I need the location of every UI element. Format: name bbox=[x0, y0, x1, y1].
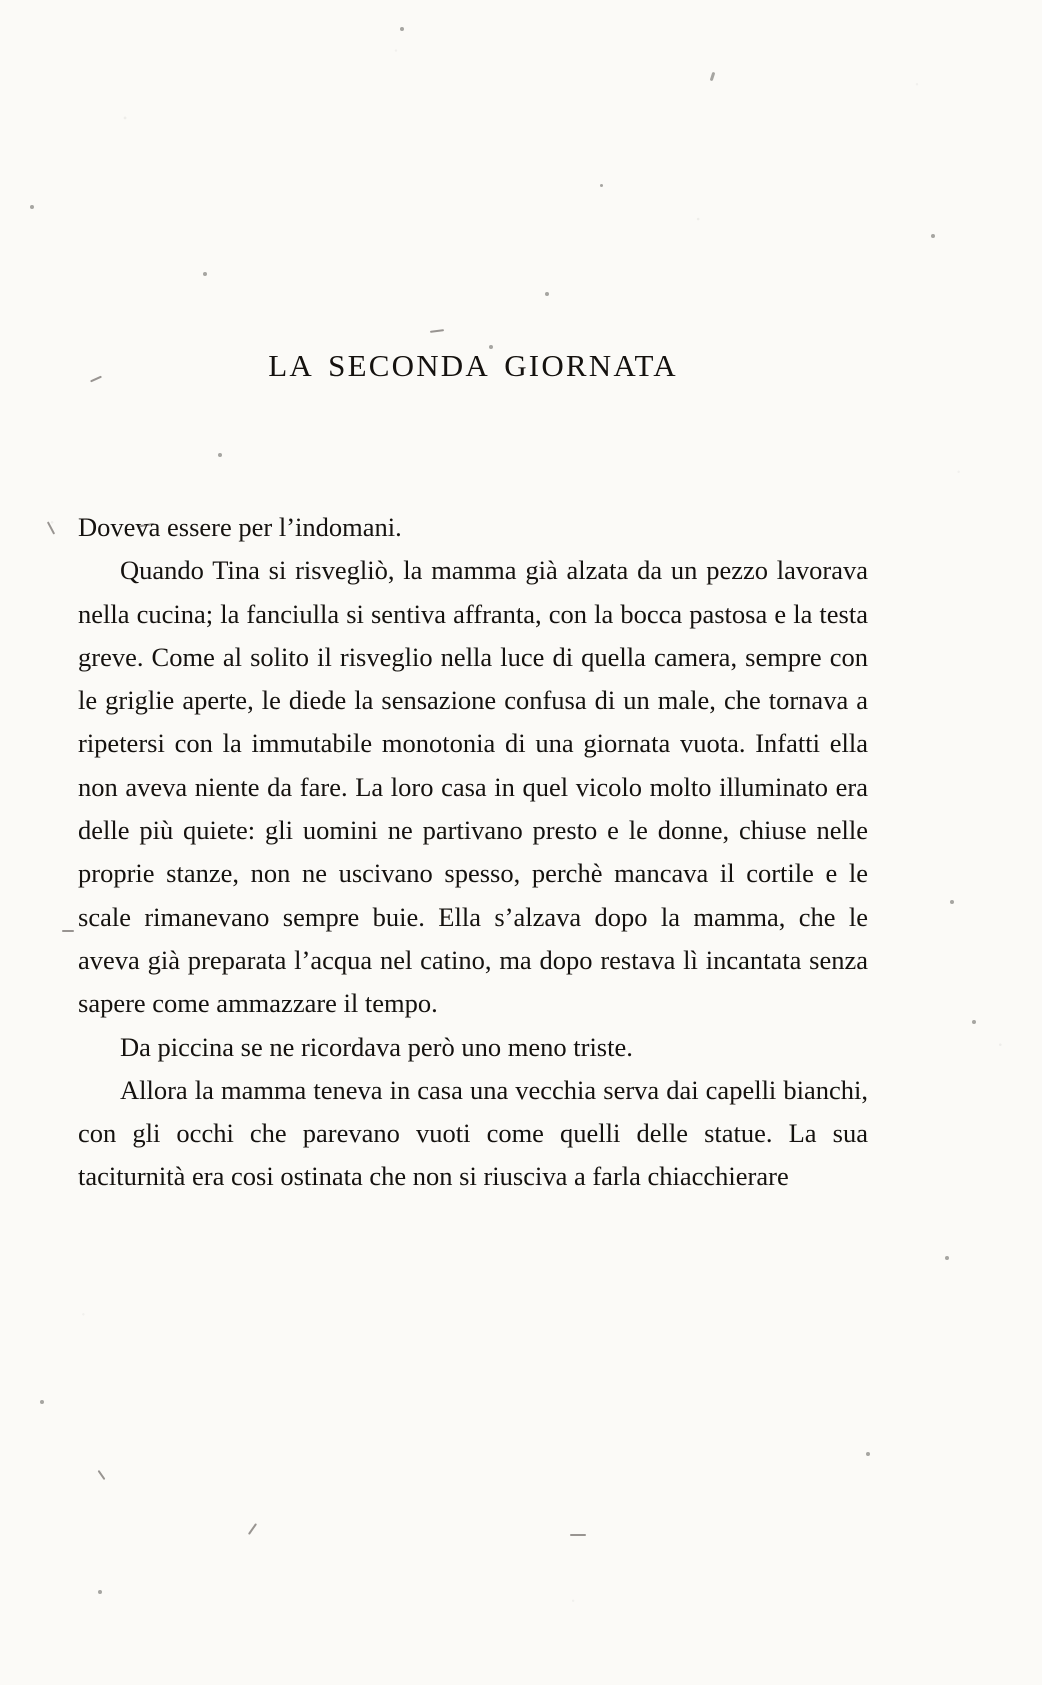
scan-speck bbox=[866, 1452, 870, 1456]
text-column bbox=[78, 0, 868, 1199]
paragraph: Da piccina se ne ricordava però uno meno triste. bbox=[120, 1031, 633, 1062]
scan-speck bbox=[98, 1590, 102, 1594]
page-title: LA SECONDA GIORNATA bbox=[268, 348, 678, 383]
scan-mark bbox=[47, 521, 55, 534]
scan-speck bbox=[931, 234, 935, 238]
scan-mark bbox=[62, 930, 74, 932]
scan-speck bbox=[40, 1400, 44, 1404]
scan-mark bbox=[98, 1470, 106, 1480]
scan-speck bbox=[30, 205, 34, 209]
scan-mark bbox=[570, 1534, 586, 1536]
paragraph: Doveva essere per l’indomani. bbox=[78, 512, 402, 542]
paragraph: Quando Tina si risvegliò, la mamma già alzata da un pezzo lavorava nella cucina; la fanciulla si sentiva affranta, con la bocca pastosa e la testa greve. Come al solito il risveglio nella luce di quella camera, sempre con le griglie aperte, le diede la sensazione confusa di un male, che tornava a ripetersi con la immutabile monotonia di una giornata vuota. Infatti ella non aveva niente da fare. La loro casa in quel vicolo molto illuminato era delle più quiete: gli uomini ne partivano presto e le donne, chiuse nelle proprie stanze, non ne uscivano spesso, perchè mancava il cortile e le scale rimanevano sempre buie. Ella s’alzava dopo la mamma, che le aveva già preparata l’acqua nel catino, ma dopo restava lì incantata senza sapere come ammazzare il tempo. bbox=[78, 555, 868, 1019]
scan-speck bbox=[945, 1256, 949, 1260]
scan-mark bbox=[248, 1523, 257, 1535]
scan-speck bbox=[972, 1020, 976, 1024]
body-text bbox=[78, 506, 868, 1199]
scan-speck bbox=[950, 900, 954, 904]
paragraph: Allora la mamma teneva in casa una vecchia serva dai capelli bianchi, con gli occhi che parevano vuoti come quelli delle statue. La sua taciturnità era cosi ostinata che non si riusciva a farla chiacchierare bbox=[78, 1074, 868, 1192]
